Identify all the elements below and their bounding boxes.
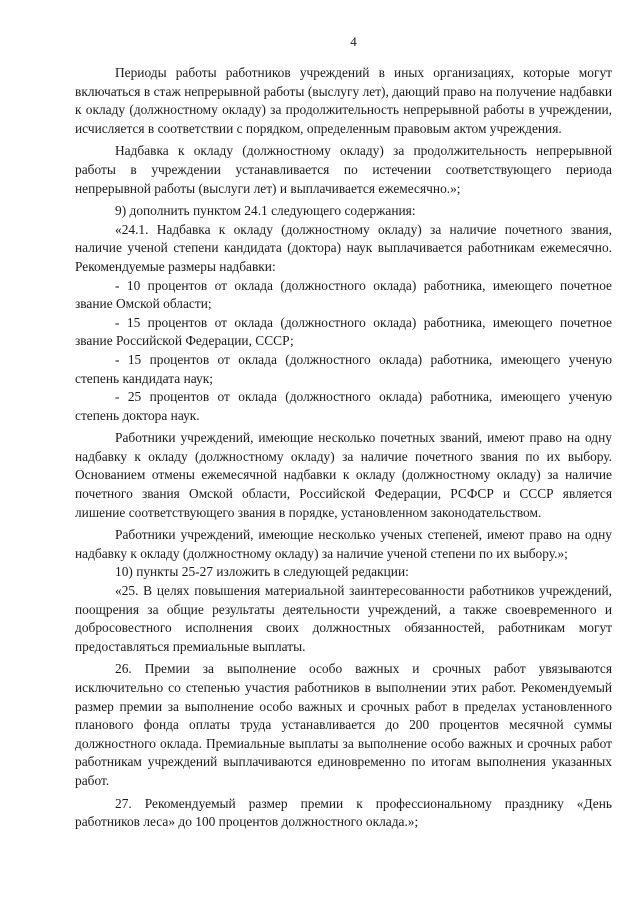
paragraph-honorary-titles: Работники учреждений, имеющие несколько почетных званий, имеют право на одну надбавку к окладу (должностному окладу) за наличие почетного звания по их выбору. Основанием отмены ежемесячной надбавки к окладу (должностному окладу) за наличие почетного звания Омской области, Российской Федерации, РСФСР и СССР является лишение соответствующего звания в порядке, установленном законодательством. bbox=[75, 430, 612, 520]
list-item-10-percent: - 10 процентов от оклада (должностного оклада) работника, имеющего почетное звание Омской области; bbox=[75, 277, 612, 312]
list-item-15-percent-title: - 15 процентов от оклада (должностного оклада) работника, имеющего почетное звание Российской Федерации, СССР; bbox=[75, 314, 612, 349]
paragraph-25: «25. В целях повышения материальной заинтересованности работников учреждений, поощрения за общие результаты деятельности учреждений, а также своевременного и добросовестного исполнения своих должностных обязанностей, работникам могут предоставляться премиальные выплаты. bbox=[75, 583, 612, 654]
paragraph-allowance-continuous: Надбавка к окладу (должностному окладу) за продолжительность непрерывной работы в учреждении устанавливается по истечении соответствующего периода непрерывной работы (выслуги лет) и выплачивается ежемесячно.»; bbox=[75, 143, 612, 196]
paragraph-periods: Периоды работы работников учреждений в иных организациях, которые могут включаться в стаж непрерывной работы (выслугу лет), дающий право на получение надбавки к окладу (должностному окладу) за продолжительность непрерывной работы в учреждении, исчисляется в соответствии с порядком, определенным правовым актом учреждения. bbox=[75, 65, 612, 136]
paragraph-24-1: «24.1. Надбавка к окладу (должностному окладу) за наличие почетного звания, наличие ученой степени кандидата (доктора) наук выплачивается работникам ежемесячно. Рекомендуемые размеры надбавки: bbox=[75, 221, 612, 274]
paragraph-26: 26. Премии за выполнение особо важных и срочных работ увязываются исключительно со степенью участия работников в выполнении этих работ. Рекомендуемый размер премии за выполнение особо важных и срочных работ в пределах установленного планового фонда оплаты труда устанавливается до 200 процентов месячной суммы должностного оклада. Премиальные выплаты за выполнение особо важных и срочных работ работникам учреждений выплачиваются единовременно по итогам выполнения указанных работ. bbox=[75, 661, 612, 788]
paragraph-27: 27. Рекомендуемый размер премии к профессиональному празднику «День работников леса» до 100 процентов должностного оклада.»; bbox=[75, 795, 612, 830]
list-item-15-percent-candidate: - 15 процентов от оклада (должностного оклада) работника, имеющего ученую степень кандидата наук; bbox=[75, 351, 612, 386]
paragraph-item-10: 10) пункты 25-27 изложить в следующей редакции: bbox=[115, 564, 409, 580]
page-number: 4 bbox=[350, 34, 357, 49]
list-item-25-percent-doctor: - 25 процентов от оклада (должностного оклада) работника, имеющего ученую степень доктора наук. bbox=[75, 389, 612, 423]
paragraph-academic-degrees: Работники учреждений, имеющие несколько ученых степеней, имеют право на одну надбавку к окладу (должностному окладу) за наличие ученой степени по их выбору.»; bbox=[75, 527, 612, 561]
paragraph-item-9: 9) дополнить пунктом 24.1 следующего содержания: bbox=[115, 203, 416, 219]
